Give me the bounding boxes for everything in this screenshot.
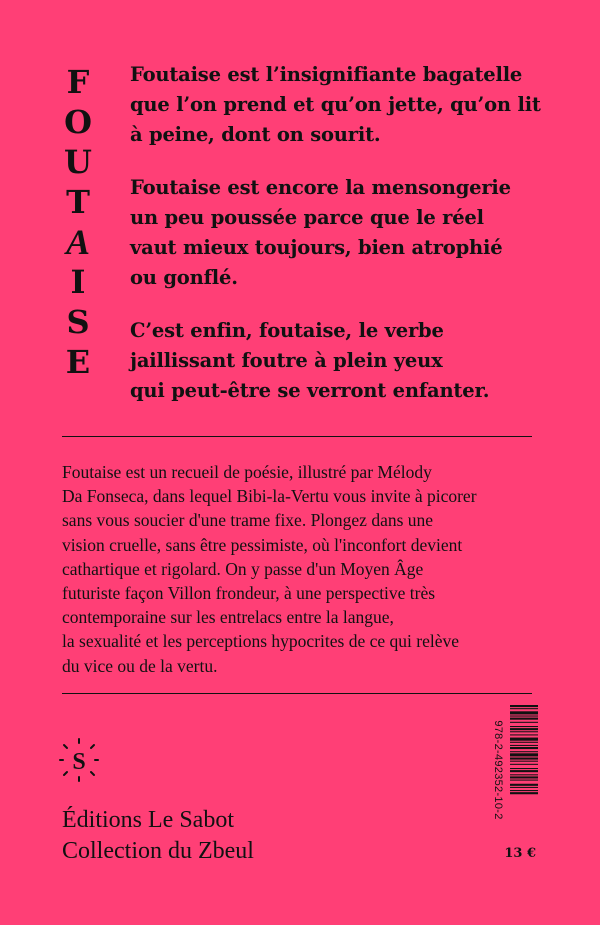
title-letter: S	[66, 303, 90, 341]
barcode-bar	[510, 738, 538, 741]
barcode-bar	[510, 722, 538, 723]
barcode-bar	[510, 790, 538, 791]
description-line: la sexualité et les perceptions hypocrites de ce qui relève	[62, 631, 459, 652]
sabot-s-logo-icon	[56, 737, 102, 783]
title-letter: U	[64, 143, 92, 181]
poem-stanza	[130, 60, 570, 150]
description-line: cathartique et rigolard. On y passe d'un Moyen Âge	[62, 558, 424, 579]
title-letter: A	[65, 222, 90, 262]
description-line: Da Fonseca, dans lequel Bibi-la-Vertu vous invite à picorer	[62, 486, 477, 507]
barcode-bar	[510, 734, 538, 735]
price: 13 €	[504, 846, 536, 861]
barcode-bar	[510, 711, 538, 714]
barcode-bar	[510, 716, 538, 717]
barcode-bar	[510, 780, 538, 781]
barcode-bar	[510, 784, 538, 786]
divider	[62, 693, 532, 694]
poem-line: un peu poussée parce que le réel	[130, 206, 484, 229]
barcode-bar	[510, 770, 538, 772]
barcode-bar	[510, 745, 538, 746]
poem-line: Foutaise est l’insignifiante bagatelle	[130, 63, 523, 86]
description-line: Foutaise est un recueil de poésie, illustré par Mélody	[62, 462, 432, 482]
barcode-bar	[510, 764, 538, 765]
barcode-bar	[510, 731, 538, 732]
poem-line: qui peut-être se verront enfanter.	[130, 379, 490, 402]
barcode-bar	[510, 792, 538, 794]
barcode-bar	[510, 742, 538, 743]
poem-line: que l’on prend et qu’on jette, qu’on lit	[130, 93, 541, 116]
barcode-bar	[510, 751, 538, 752]
barcode-bar	[510, 753, 538, 756]
divider	[62, 436, 532, 437]
publisher-name: Éditions Le Sabot	[62, 807, 234, 833]
poem-line: C’est enfin, foutaise, le verbe	[130, 319, 444, 342]
description-line: sans vous soucier d'une trame fixe. Plongez dans une	[62, 510, 434, 531]
barcode-bar	[510, 718, 538, 720]
barcode-bar	[510, 768, 538, 769]
isbn-number: 978-2-492352-10-2	[492, 720, 504, 820]
title-letter: F	[66, 63, 90, 101]
barcode-bar	[510, 708, 538, 709]
barcode-bar	[510, 774, 538, 775]
barcode-bar	[510, 761, 538, 762]
poem-line: à peine, dont on sourit.	[130, 123, 381, 146]
barcode-bar	[510, 726, 538, 727]
poem-line: Foutaise est encore la mensongerie	[130, 176, 511, 199]
barcode-bar	[510, 758, 538, 760]
vertical-title	[58, 62, 98, 382]
poem-stanza	[130, 316, 570, 406]
title-letter: O	[64, 103, 92, 141]
book-description	[62, 460, 542, 678]
description-line: du vice ou de la vertu.	[62, 655, 218, 676]
isbn-label	[488, 705, 508, 835]
barcode-bar	[510, 776, 538, 778]
title-letter: E	[65, 343, 91, 381]
description-line: contemporaine sur les entrelacs entre la langue,	[62, 607, 394, 628]
title-letter: I	[70, 263, 86, 301]
poem-line: ou gonflé.	[130, 266, 238, 289]
poem-stanza	[130, 173, 570, 293]
barcode-bar	[510, 705, 538, 707]
barcode-bar	[510, 747, 538, 749]
svg-text:S: S	[72, 749, 86, 775]
barcode-icon	[510, 705, 538, 835]
publisher-block	[62, 805, 254, 867]
description-line: vision cruelle, sans être pessimiste, où l'inconfort devient	[62, 534, 463, 555]
barcode-bar	[510, 787, 538, 788]
poem	[130, 60, 570, 429]
barcode-bar	[510, 728, 538, 730]
description-line: futuriste façon Villon frondeur, à une perspective très	[62, 583, 436, 604]
collection-name: Collection du Zbeul	[62, 838, 254, 864]
poem-line: vaut mieux toujours, bien atrophié	[130, 236, 503, 259]
poem-line: jaillissant foutre à plein yeux	[130, 349, 443, 372]
title-letter: T	[66, 183, 90, 221]
